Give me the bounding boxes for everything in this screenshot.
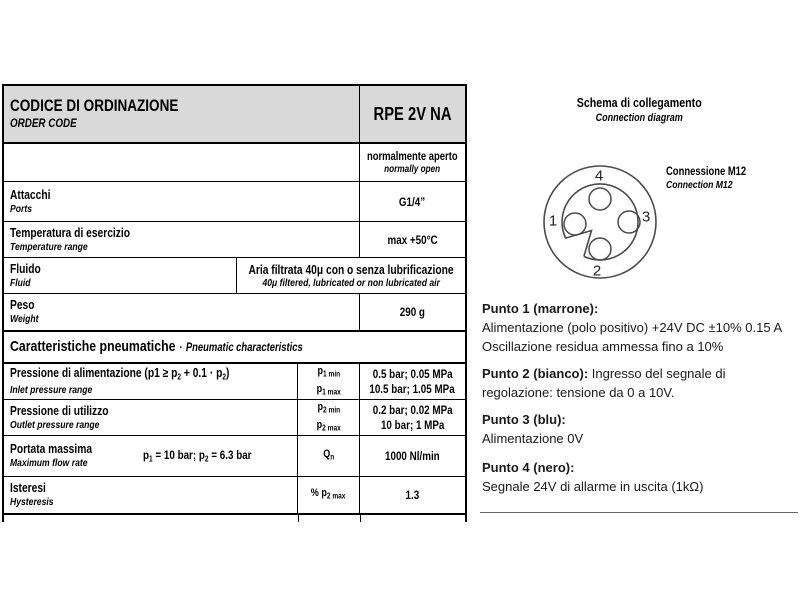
outlet-sym1: p [317,401,323,413]
order-code-title-it: CODICE DI ORDINAZIONE [10,97,179,115]
inlet-value-min: 0.5 bar; 0.05 MPa [372,366,453,381]
temperature-value: max +50°C [387,232,438,247]
outlet-sym1-sub: 2 min [322,405,340,415]
outlet-label-en: Outlet pressure range [10,418,100,431]
flow-cond-sub2: 2 [205,454,209,464]
pin-description-list [482,299,798,504]
connection-diagram-title [480,95,798,125]
section-header-row [4,332,465,364]
pin-2-number: 2 [592,262,602,280]
pin-3-description [482,410,798,448]
diagram-title-it: Schema di collegamento [576,95,702,110]
inlet-symbol-cell [298,364,360,399]
hysteresis-label-cell [4,477,298,513]
flow-label-it: Portata massima [10,442,93,456]
temperature-label-en: Temperature range [10,240,88,253]
ports-value-cell [360,182,465,221]
flow-cond-sub1: 1 [149,454,154,464]
inlet-sym2-sub: 1 max [321,387,341,396]
pin-2-title: Punto 2 (bianco): [482,366,589,381]
ports-value: G1/4” [399,194,426,209]
fluid-value-cell [237,258,465,293]
flow-value-cell [360,436,465,476]
hysteresis-value: 1.3 [405,488,420,502]
pin-1-description [482,299,798,356]
connector-label-it: Connessione M12 [666,166,747,178]
flow-cond-mid: = 10 bar; p [153,448,206,463]
pin-2-inline: Ingresso del segnale di [588,366,726,381]
pin-3-number: 3 [641,208,651,226]
outlet-sym2: p [316,418,322,431]
fluid-label-cell [4,258,237,293]
ports-label-cell [4,182,360,221]
model-cell [360,86,465,142]
connector-label-block [666,165,764,192]
inlet-value-max: 10.5 bar; 1.05 MPa [369,381,456,396]
m12-connector-diagram [537,159,667,287]
pin-4-number: 4 [594,167,604,185]
hysteresis-label-it: Isteresi [10,481,46,495]
table-row-temperature [4,222,465,258]
hysteresis-symbol-cell [298,477,360,513]
pin-4-circle [589,188,611,210]
weight-value: 290 g [399,305,426,319]
inlet-label-cell [4,364,298,399]
pin-1-number: 1 [548,212,558,230]
pin-2-line: regolazione: tensione da 0 a 10V. [482,385,675,400]
diagram-title-en: Connection diagram [595,112,683,124]
connector-inner-face [562,184,638,260]
table-header-row [4,86,465,144]
table-row-variant [4,144,465,182]
inlet-label-sub2: 2 [222,372,227,382]
fluid-label-en: Fluid [10,276,31,289]
pin-1-line: Alimentazione (polo positivo) +24V DC ±10% 0.15 A [482,320,783,335]
connector-label-en: Connection M12 [666,179,733,191]
section-separator: · [179,342,183,354]
table-row-fluid [4,258,465,294]
inlet-sym1: p [317,365,323,377]
outlet-value-min: 0.2 bar; 0.02 MPa [372,402,453,417]
section-title-en: Pneumatic characteristics [185,342,303,354]
inlet-value-cell [360,364,465,399]
table-border-stub [298,515,299,522]
table-border-stub [360,515,361,522]
ports-label-en: Ports [10,202,33,215]
spec-table [2,84,467,515]
order-code-header-cell [4,86,360,142]
inlet-label-it: Pressione di alimentazione (p1 ≥ p [10,365,178,380]
outlet-sym2-sub: 2 max [321,423,341,432]
table-row-outlet-pressure [4,400,465,436]
outlet-symbol-cell [298,400,360,435]
table-row-ports [4,182,465,222]
flow-label-cell [4,436,298,476]
table-row-hysteresis [4,477,465,513]
pin-4-line: Segnale 24V di allarme in uscita (1kΩ) [482,479,704,494]
pin-3-line: Alimentazione 0V [482,431,584,446]
temperature-value-cell [360,222,465,257]
table-row-inlet-pressure [4,364,465,400]
variant-en: normally open [384,163,441,175]
pin-1-title: Punto 1 (marrone): [482,301,599,316]
hysteresis-sym-sub: 2 max [327,491,346,501]
fluid-label-it: Fluido [10,261,41,276]
temperature-label-cell [4,222,360,257]
fluid-value-it: Aria filtrata 40μ con o senza lubrificazione [248,262,454,277]
inlet-label-close: ) [226,365,230,380]
pin-3-circle [618,211,640,233]
outlet-value-cell [360,400,465,435]
hysteresis-sym: % p [311,487,328,500]
flow-sym: Q [322,448,330,461]
hysteresis-value-cell [360,477,465,513]
inlet-sym2: p [316,382,322,395]
outlet-value-max: 10 bar; 1 MPa [380,417,445,432]
pin-4-title: Punto 4 (nero): [482,460,575,475]
table-row-weight [4,294,465,332]
empty-cell [4,144,360,181]
weight-value-cell [360,294,465,330]
pin-2-circle [589,238,611,260]
flow-label-en: Maximum flow rate [10,457,88,469]
inlet-sym1-sub: 1 min [322,369,340,379]
model-code: RPE 2V NA [373,103,452,124]
flow-sym-sub: n [329,452,335,462]
bottom-divider-line [480,512,798,513]
outlet-label-cell [4,400,298,435]
flow-symbol-cell [298,436,360,476]
variant-cell [360,144,465,181]
pin-1-circle [564,213,586,235]
inlet-label-sub1: 2 [177,372,182,382]
inlet-label-en: Inlet pressure range [10,384,93,397]
order-code-title-en: ORDER CODE [10,116,77,130]
pin-4-description [482,458,798,496]
weight-label-it: Peso [10,298,35,312]
section-header-cell [4,332,465,362]
pin-2-description [482,364,798,402]
ports-label-it: Attacchi [10,187,51,202]
inlet-label-mid: + 0.1 · p [181,365,223,380]
table-border-stub [2,515,4,522]
weight-label-cell [4,294,360,330]
pin-1-line: Oscillazione residua ammessa fino a 10% [482,339,724,354]
table-row-max-flow [4,436,465,477]
weight-label-en: Weight [10,313,39,325]
variant-it: normalmente aperto [367,150,458,163]
flow-cond: p [143,448,150,463]
hysteresis-label-en: Hysteresis [10,496,54,508]
pin-3-title: Punto 3 (blu): [482,412,566,427]
fluid-value-en: 40μ filtered, lubricated or non lubricated air [262,276,440,289]
flow-cond-end: = 6.3 bar [208,448,252,463]
section-title-it: Caratteristiche pneumatiche [10,338,176,355]
flow-value: 1000 Nl/min [385,449,440,463]
table-border-stub [465,515,467,522]
temperature-label-it: Temperatura di esercizio [10,225,131,240]
outlet-label-it: Pressione di utilizzo [10,403,109,418]
